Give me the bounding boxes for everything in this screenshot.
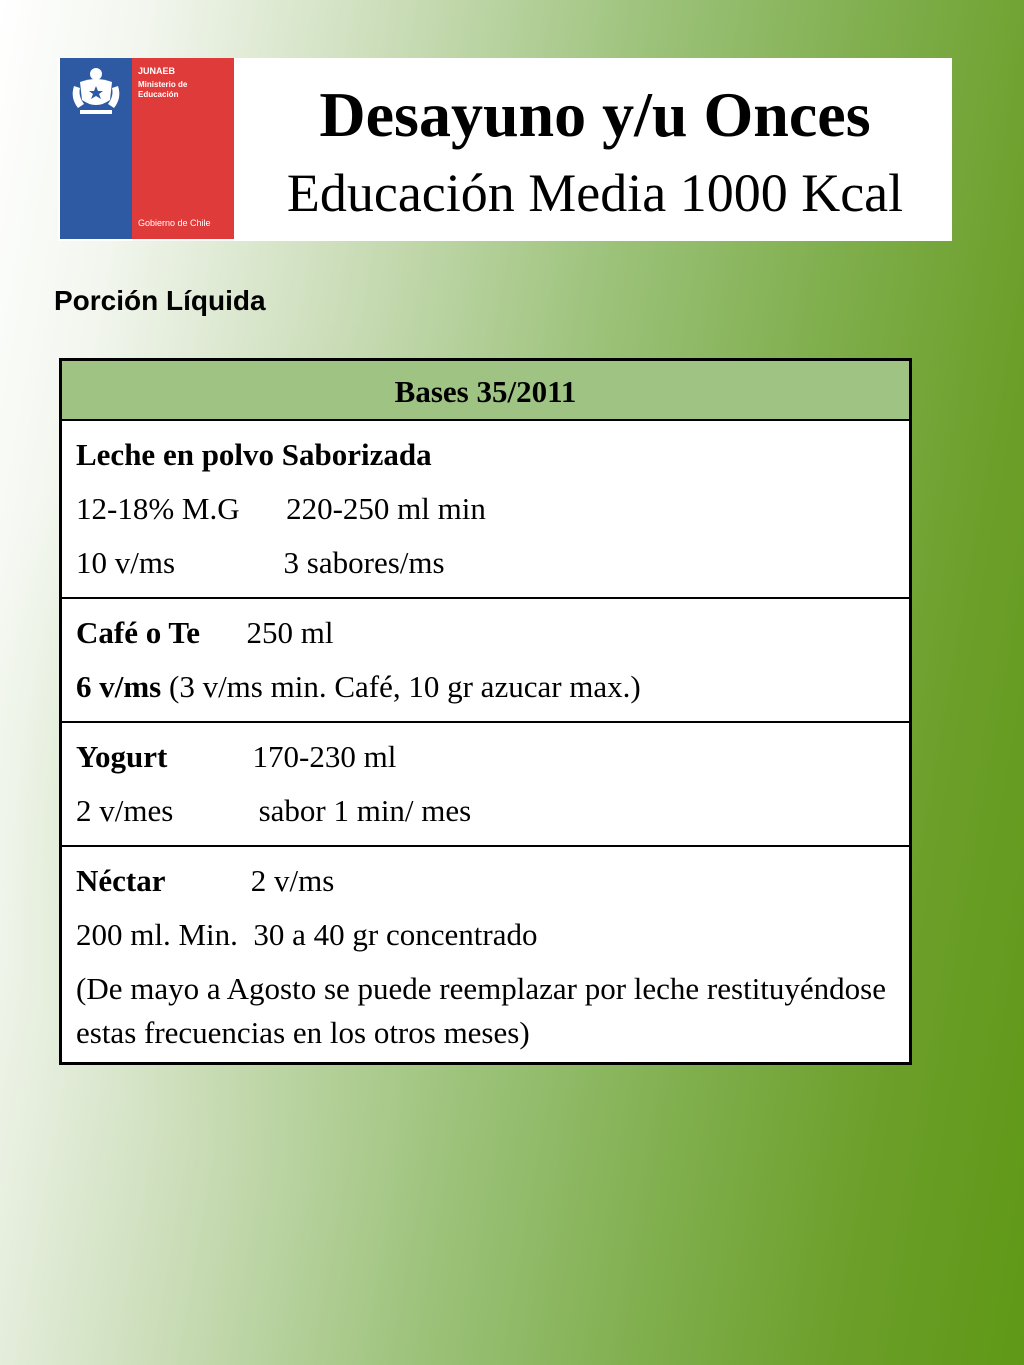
nectar-spec: 200 ml. Min. 30 a 40 gr concentrado — [76, 917, 538, 952]
leche-flavors: 3 sabores/ms — [283, 545, 445, 580]
yogurt-frequency: 2 v/mes — [76, 793, 174, 828]
yogurt-frequency-line — [76, 784, 895, 838]
cafe-frequency: 6 v/ms — [76, 669, 162, 704]
section-label: Porción Líquida — [54, 285, 266, 316]
yogurt-name-line — [76, 730, 895, 784]
cafe-detail: (3 v/ms min. Café, 10 gr azucar max.) — [169, 669, 641, 704]
cafe-name-line — [76, 606, 895, 660]
leche-frequency-line — [76, 536, 895, 590]
nectar-name: Néctar — [76, 863, 166, 898]
logo-government-text: Gobierno de Chile — [138, 218, 211, 228]
table-row-yogurt — [62, 723, 909, 847]
yogurt-volume: 170-230 ml — [252, 739, 397, 774]
page-subtitle: Educación Media 1000 Kcal — [286, 163, 904, 223]
cafe-frequency-line — [76, 660, 895, 714]
leche-volume: 220-250 ml min — [286, 491, 486, 526]
table-row-nectar — [62, 847, 909, 1062]
page-title: Desayuno y/u Onces — [319, 79, 871, 150]
portions-table — [59, 358, 912, 1065]
nectar-name-line — [76, 854, 895, 908]
table-row-cafe — [62, 599, 909, 723]
table-header: Bases 35/2011 — [62, 361, 909, 421]
leche-name: Leche en polvo Saborizada — [76, 437, 432, 472]
logo-org-text: JUNAEB — [138, 66, 176, 76]
nectar-frequency: 2 v/ms — [250, 863, 335, 898]
leche-fat: 12-18% M.G — [76, 491, 240, 526]
nectar-note: (De mayo a Agosto se puede reemplazar por leche restituyéndose estas frecuencias en los otros meses) — [76, 971, 886, 1050]
yogurt-flavor: sabor 1 min/ mes — [258, 793, 472, 828]
junaeb-logo — [60, 58, 234, 239]
leche-frequency: 10 v/ms — [76, 545, 176, 580]
cafe-volume: 250 ml — [246, 615, 334, 650]
leche-spec-line — [76, 482, 895, 536]
chile-crest-icon — [66, 62, 126, 118]
title-banner — [58, 58, 952, 241]
cafe-name: Café o Te — [76, 615, 200, 650]
yogurt-name: Yogurt — [76, 739, 168, 774]
logo-ministry-text: Ministerio de Educación — [138, 80, 188, 99]
table-row-leche — [62, 421, 909, 599]
